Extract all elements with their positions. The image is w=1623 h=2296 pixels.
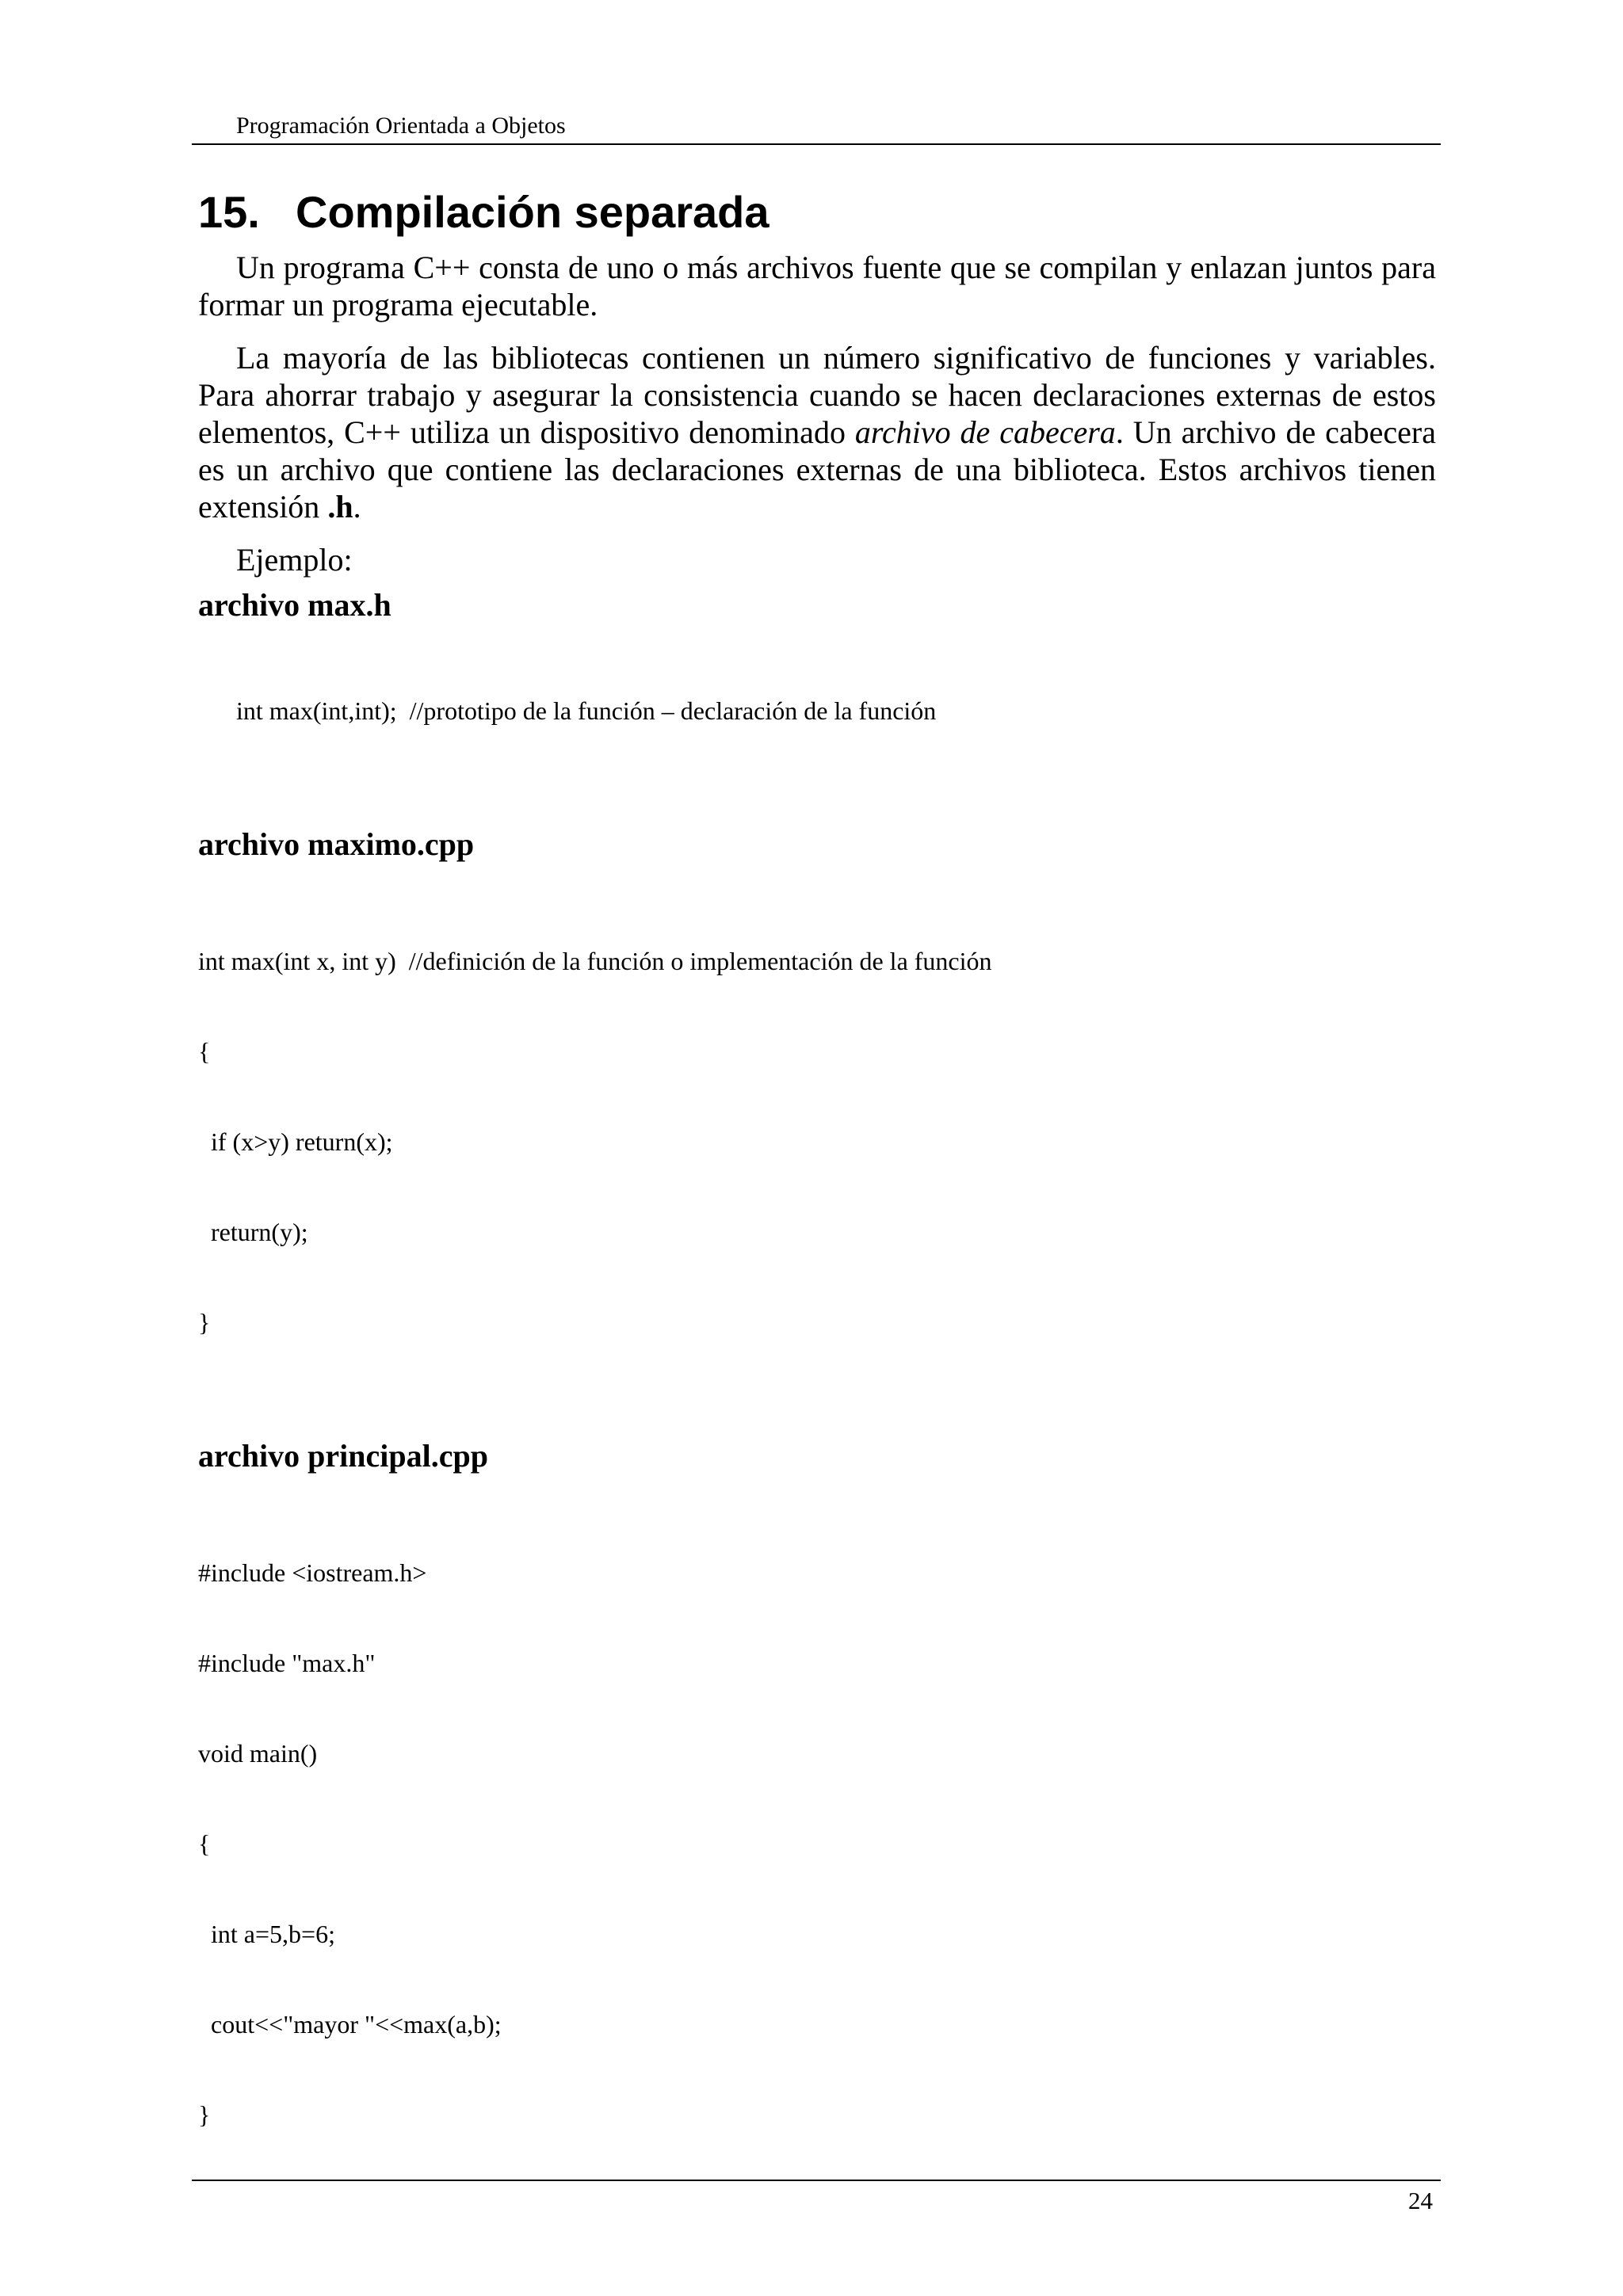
page-content [198,184,1436,2228]
paragraph-1: Un programa C++ consta de uno o más archivos fuente que se compilan y enlazan juntos para formar un programa ejecutable. [198,250,1436,322]
section-number: 15. [198,187,260,237]
code-line: } [198,1308,211,1337]
section-title [198,184,1436,241]
code-max-h [236,635,1436,786]
code-line: { [198,1829,211,1858]
code-line: int max(int,int); //prototipo de la función – declaración de la función [236,696,937,725]
code-line: } [198,2100,211,2129]
code-line: if (x>y) return(x); [198,1127,393,1156]
code-line: cout<<"mayor "<<max(a,b); [198,2010,502,2039]
file-heading-principal-cpp: archivo principal.cpp [198,1438,488,1474]
paragraph-2-text-end: . [353,489,361,524]
file-heading-max-h: archivo max.h [198,587,391,623]
footer-rule [192,2180,1441,2181]
header-rule [192,143,1441,145]
paragraph-2 [198,339,1436,525]
code-line: return(y); [198,1218,308,1246]
code-line: #include "max.h" [198,1649,376,1677]
page-number: 24 [1408,2187,1433,2214]
paragraph-2-italic: archivo de cabecera [854,414,1116,450]
paragraph-2-text-a: La mayoría de las bibliotecas contienen un número significativo de funciones y variables. Para ahorrar trabajo y asegurar la consistencia cuando se hacen declaraciones externas de estos elementos, C++ utiliza un dispositivo denominado [198,340,1436,450]
section-title-text: Compilación separada [296,187,769,237]
code-line: int max(int x, int y) //definición de la función o implementación de la función [198,947,992,975]
example-label: Ejemplo: [236,542,353,578]
paragraph-2-bold: .h [327,489,353,524]
code-line: int a=5,b=6; [198,1920,335,1948]
code-line: #include <iostream.h> [198,1558,427,1587]
code-line: { [198,1037,211,1066]
file-heading-maximo-cpp: archivo maximo.cpp [198,826,475,862]
code-principal-cpp [198,1497,1436,2190]
running-header: Programación Orientada a Objetos [236,113,566,139]
code-maximo-cpp [198,886,1436,1398]
paragraph-2-text-b: . Un archivo de cabecera es un archivo que contiene las declaraciones externas de una biblioteca. Estos archivos tienen extensión [198,414,1436,524]
code-line: void main() [198,1739,318,1768]
